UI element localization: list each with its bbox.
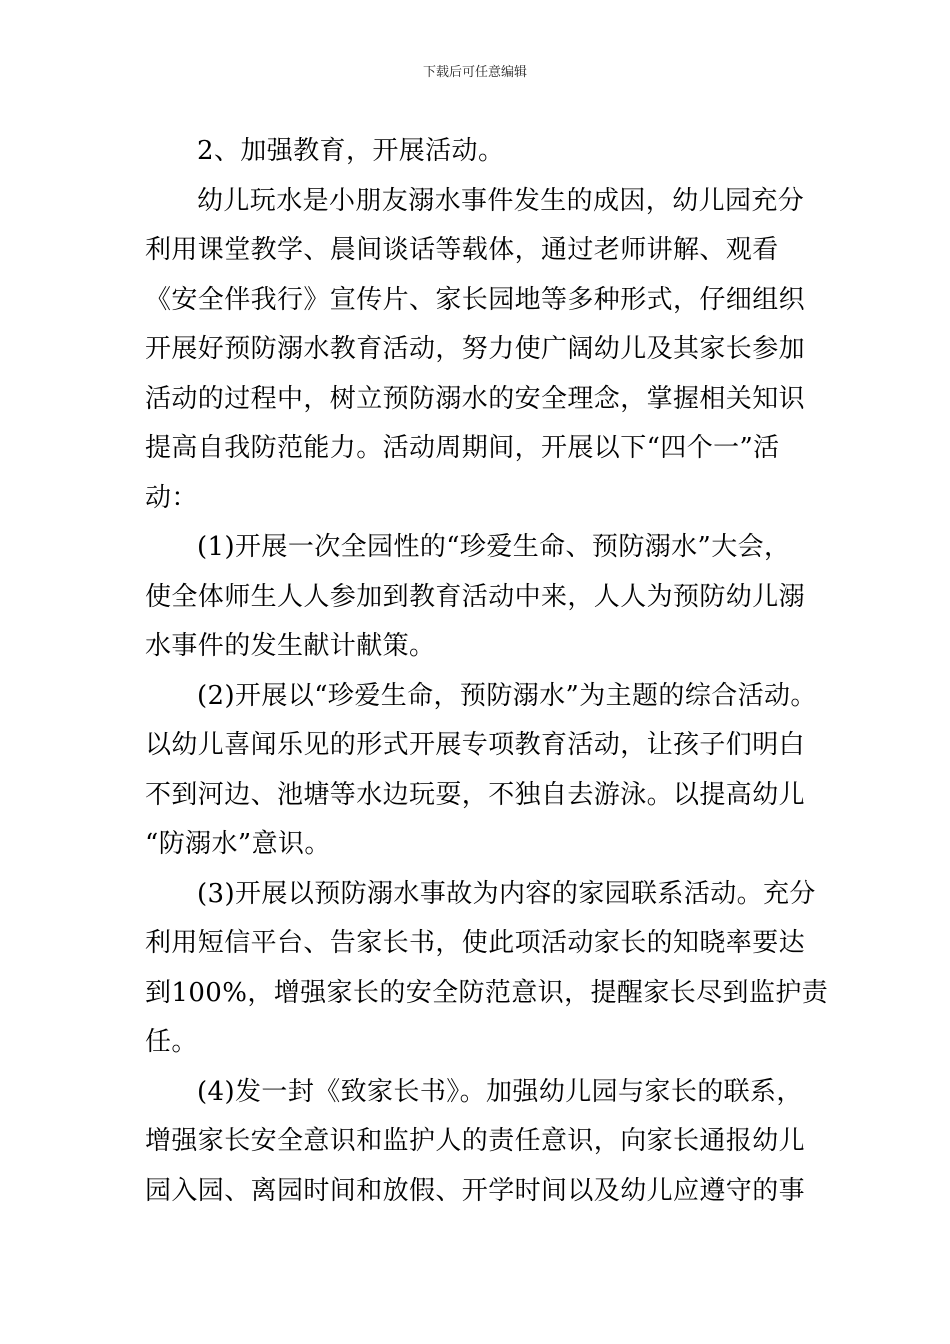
paragraph-line: (2)开展以“珍爱生命，预防溺水”为主题的综合活动。 [197,680,817,711]
paragraph-6 [145,1068,820,1217]
paragraph-line: 任。 [145,1027,198,1057]
paragraph-line: (3)开展以预防溺水事故为内容的家园联系活动。充分 [197,878,816,909]
paragraph-5 [145,870,829,1068]
paragraph-line: 利用课堂教学、晨间谈话等载体，通过老师讲解、观看 [145,235,779,265]
paragraph-line: 园入园、离园时间和放假、开学时间以及幼儿应遵守的事 [145,1175,806,1206]
paragraph-line: 使全体师生人人参加到教育活动中来，人人为预防幼儿溺 [145,581,806,612]
document-body [145,127,829,1216]
paragraph-line: 利用短信平台、告家长书，使此项活动家长的知晓率要达 [145,928,806,958]
paragraph-line: 以幼儿喜闻乐见的形式开展专项教育活动，让孩子们明白 [145,730,806,760]
paragraph-line: 不到河边、池塘等水边玩耍，不独自去游泳。以提高幼儿 [145,779,806,810]
paragraph-line: (1)开展一次全园性的“珍爱生命、预防溺水”大会， [197,532,791,562]
paragraph-line: 增强家长安全意识和监护人的责任意识，向家长通报幼儿 [145,1126,806,1156]
paragraph-line: (4)发一封《致家长书》。加强幼儿园与家长的联系， [197,1076,803,1107]
paragraph-line: 水事件的发生献计献策。 [145,631,436,661]
header-note: 下载后可任意编辑 [422,65,527,80]
paragraph-4 [145,672,820,870]
paragraph-line: 提高自我防范能力。活动周期间，开展以下“四个一”活 [145,433,780,463]
paragraph-3 [145,523,820,672]
paragraph-line: 到100%，增强家长的安全防范意识，提醒家长尽到监护责 [145,977,829,1008]
paragraph-line: 开展好预防溺水教育活动，努力使广阔幼儿及其家长参加 [145,334,806,364]
paragraph-line: 动： [145,482,198,513]
paragraph-1 [145,127,820,177]
paragraph-line: 幼儿玩水是小朋友溺水事件发生的成因，幼儿园充分 [197,185,805,216]
paragraph-line: 活动的过程中，树立预防溺水的安全理念，掌握相关知识 [145,383,806,414]
paragraph-line: “防溺水”意识。 [145,829,331,859]
paragraph-2 [145,177,820,524]
paragraph-line: 2、加强教育，开展活动。 [197,136,505,166]
paragraph-line: 《安全伴我行》宣传片、家长园地等多种形式，仔细组织 [145,284,806,315]
